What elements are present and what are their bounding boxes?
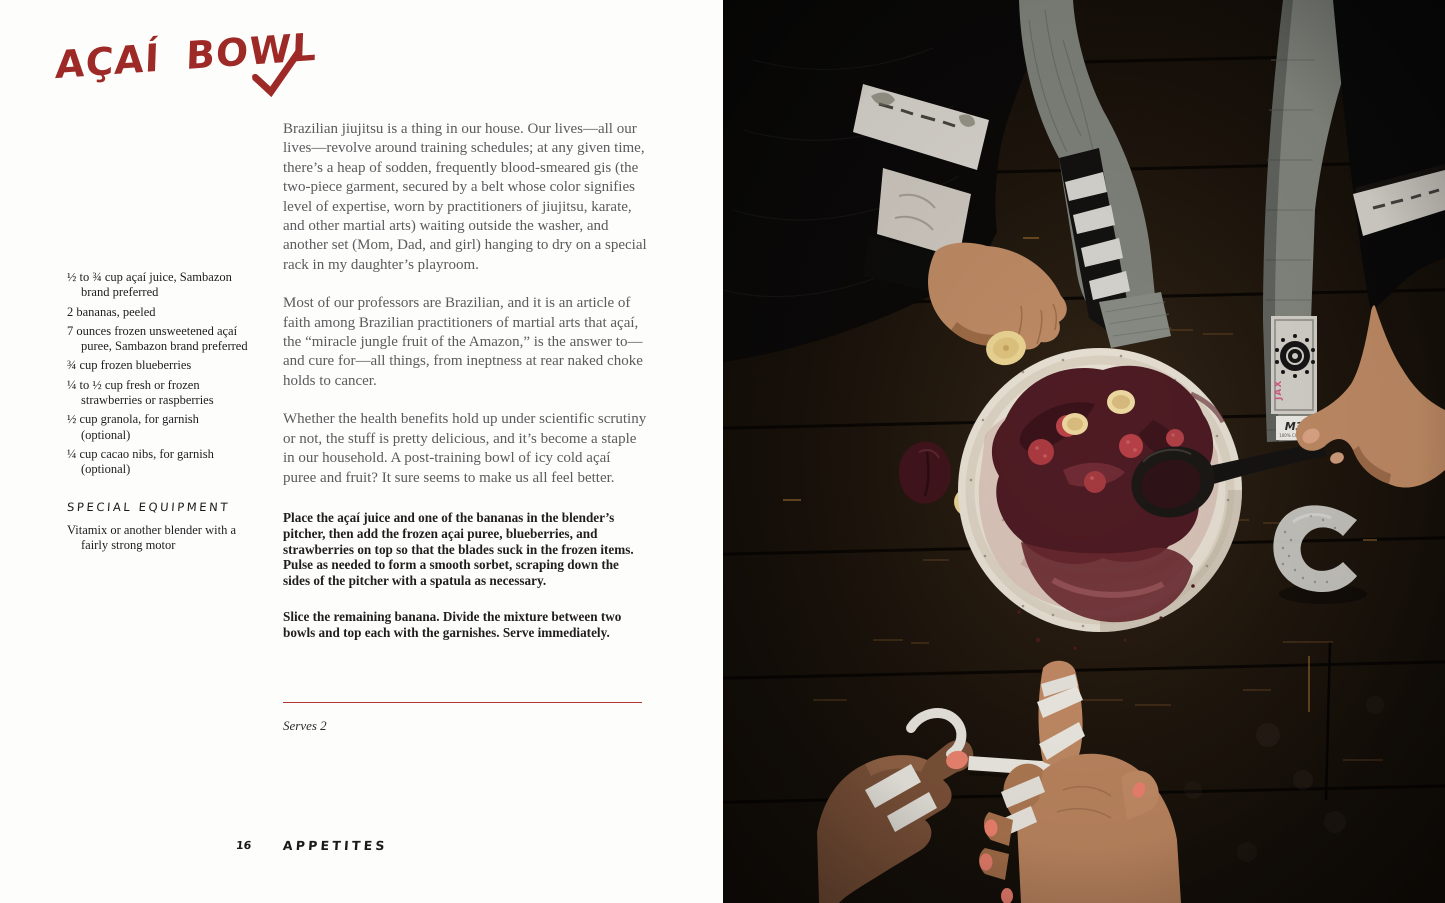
ingredients-column: [67, 270, 249, 553]
photo-vignette: [723, 0, 1445, 903]
serves-note: Serves 2: [283, 718, 327, 733]
instruction-paragraph: Place the açaí juice and one of the bananas in the blender’s pitcher, then add the frozen açai puree, blueberries, and strawberries on top so that the blades suck in the frozen items. Pulse as needed to form a smooth sorbet, scraping down the sides of the pitcher with a spatula as necessary.: [283, 509, 634, 589]
page-number: 16: [235, 839, 252, 852]
intro-paragraph: Whether the health benefits hold up under scientific scrutiny or not, the stuff is pretty delicious, and it’s become a staple in our household. A post-training bowl of icy cold açaí puree and fruit? It sure seems to make us all feel better.: [283, 411, 647, 486]
special-equipment-list: [67, 523, 249, 554]
acai-bowl-photo: [723, 0, 1445, 903]
instruction-paragraph: Slice the remaining banana. Divide the mixture between two bowls and top each with the garnishes. Serve immediately.: [283, 608, 622, 640]
ingredient-item: ¼ cup cacao nibs, for garnish (optional): [67, 446, 214, 477]
intro-paragraph: Brazilian jiujitsu is a thing in our house. Our lives—all our lives—revolve around training schedules; at any given time, there’s a heap of sodden, frequently blood-smeared gis (the two-piece garment, secured by a belt whose color signifies level of expertise, worn by practitioners of jiujitsu, karate, and other martial arts) waiting outside the washer, and another set (Mom, Dad, and girl) hanging to dry on a special rack in my daughter’s playroom.: [283, 121, 647, 273]
ingredient-item: ¼ to ½ cup fresh or frozen strawberries or raspberries: [67, 377, 214, 408]
running-footer-section: APPETITES: [282, 838, 389, 853]
special-equipment-heading: SPECIAL EQUIPMENT: [66, 499, 231, 514]
ingredient-item: 2 bananas, peeled: [67, 304, 156, 319]
ingredient-item: ¾ cup frozen blueberries: [67, 358, 192, 373]
special-equipment-item: Vitamix or another blender with a fairly strong motor: [67, 522, 236, 553]
recipe-body-column: [283, 120, 647, 660]
ingredient-item: ½ to ¾ cup açaí juice, Sambazon brand preferred: [67, 270, 232, 300]
ingredient-item: 7 ounces frozen unsweetened açaí puree, Sambazon brand preferred: [67, 323, 248, 354]
intro-paragraph: Most of our professors are Brazilian, and it is an article of faith among Brazilian practitioners of martial arts that açaí, the “miracle jungle fruit of the Amazon,” is the answer to—and cure for—all things, from ineptness at rear naked choke holds to cancer.: [283, 295, 643, 389]
ingredient-item: ½ cup granola, for garnish (optional): [67, 412, 199, 442]
instruction-paragraphs: [283, 510, 647, 641]
intro-paragraphs: [283, 120, 647, 488]
red-divider-rule: [283, 702, 642, 703]
ingredient-list: [67, 270, 249, 478]
page-title: AÇAÍ BOWL: [54, 24, 318, 88]
title-checkmark-flourish: [250, 47, 307, 100]
